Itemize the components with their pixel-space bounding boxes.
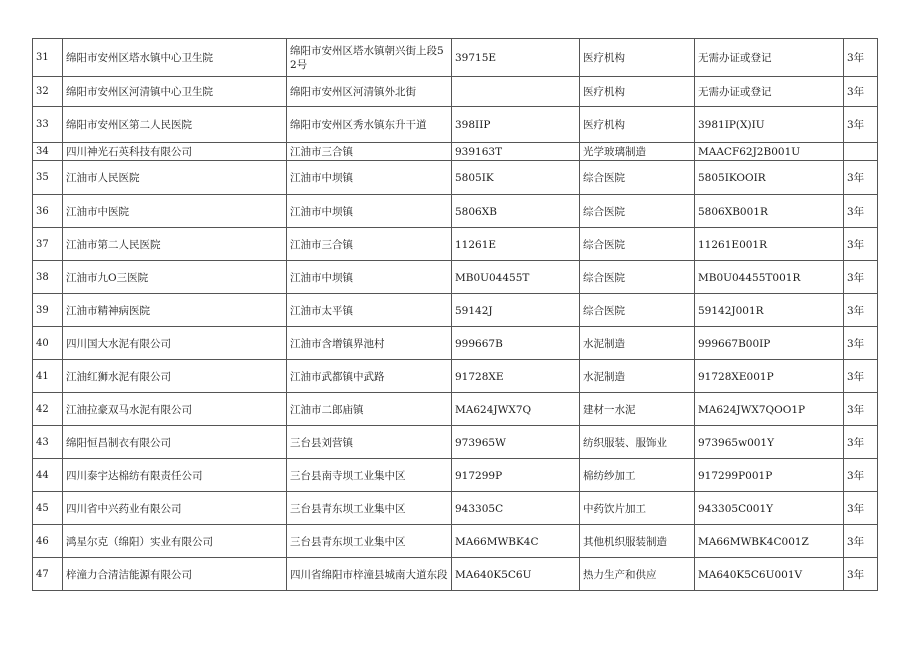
industry-type: 医疗机构 xyxy=(580,77,695,107)
row-number: 41 xyxy=(33,360,63,393)
org-code: MB0U04455T xyxy=(452,261,580,294)
company-address: 三台县南寺坝工业集中区 xyxy=(287,459,452,492)
industry-type: 热力生产和供应 xyxy=(580,558,695,591)
row-number: 46 xyxy=(33,525,63,558)
industry-type: 综合医院 xyxy=(580,294,695,327)
company-name: 江油市九O三医院 xyxy=(63,261,287,294)
row-number: 39 xyxy=(33,294,63,327)
industry-type: 综合医院 xyxy=(580,161,695,195)
permit-number: 973965w001Y xyxy=(695,426,844,459)
org-code: 5805IK xyxy=(452,161,580,195)
industry-type: 医疗机构 xyxy=(580,107,695,143)
validity-period: 3年 xyxy=(844,294,878,327)
org-code: 39715E xyxy=(452,39,580,77)
validity-period: 3年 xyxy=(844,195,878,228)
industry-type: 医疗机构 xyxy=(580,39,695,77)
validity-period: 3年 xyxy=(844,360,878,393)
permit-number: MA624JWX7QOO1P xyxy=(695,393,844,426)
permit-number: 5806XB001R xyxy=(695,195,844,228)
table-row xyxy=(33,39,878,77)
row-number: 40 xyxy=(33,327,63,360)
validity-period: 3年 xyxy=(844,393,878,426)
company-name: 四川省中兴药业有限公司 xyxy=(63,492,287,525)
org-code: 11261E xyxy=(452,228,580,261)
company-name: 绵阳恒昌制衣有限公司 xyxy=(63,426,287,459)
row-number: 33 xyxy=(33,107,63,143)
company-name: 四川国大水泥有限公司 xyxy=(63,327,287,360)
permit-number: MB0U04455T001R xyxy=(695,261,844,294)
row-number: 32 xyxy=(33,77,63,107)
validity-period: 3年 xyxy=(844,39,878,77)
company-address: 绵阳市安州区河清镇外北街 xyxy=(287,77,452,107)
permit-number: 91728XE001P xyxy=(695,360,844,393)
row-number: 31 xyxy=(33,39,63,77)
company-address: 江油市三合镇 xyxy=(287,228,452,261)
company-name: 江油市人民医院 xyxy=(63,161,287,195)
permit-number: MAACF62J2B001U xyxy=(695,143,844,161)
company-address: 江油市中坝镇 xyxy=(287,195,452,228)
table-row xyxy=(33,107,878,143)
org-code: 5806XB xyxy=(452,195,580,228)
company-address: 三台县刘营镇 xyxy=(287,426,452,459)
row-number: 34 xyxy=(33,143,63,161)
row-number: 42 xyxy=(33,393,63,426)
company-name: 绵阳市安州区河清镇中心卫生院 xyxy=(63,77,287,107)
company-address: 江油市二郎庙镇 xyxy=(287,393,452,426)
row-number: 36 xyxy=(33,195,63,228)
permit-number: 59142J001R xyxy=(695,294,844,327)
table-row xyxy=(33,77,878,107)
row-number: 44 xyxy=(33,459,63,492)
permit-number: 999667B00IP xyxy=(695,327,844,360)
company-address: 四川省绵阳市梓潼县城南大道东段 xyxy=(287,558,452,591)
org-code: 999667B xyxy=(452,327,580,360)
permit-number: 943305C001Y xyxy=(695,492,844,525)
company-name: 四川神光石英科技有限公司 xyxy=(63,143,287,161)
table-row xyxy=(33,492,878,525)
row-number: 43 xyxy=(33,426,63,459)
industry-type: 棉纺纱加工 xyxy=(580,459,695,492)
row-number: 37 xyxy=(33,228,63,261)
validity-period: 3年 xyxy=(844,161,878,195)
company-name: 江油市第二人民医院 xyxy=(63,228,287,261)
permit-number: 917299P001P xyxy=(695,459,844,492)
company-address: 江油市含增镇界池村 xyxy=(287,327,452,360)
row-number: 38 xyxy=(33,261,63,294)
org-code: 59142J xyxy=(452,294,580,327)
table-row xyxy=(33,393,878,426)
company-address: 江油市太平镇 xyxy=(287,294,452,327)
industry-type: 综合医院 xyxy=(580,195,695,228)
table-row xyxy=(33,327,878,360)
company-name: 梓潼力合清洁能源有限公司 xyxy=(63,558,287,591)
company-name: 江油市精神病医院 xyxy=(63,294,287,327)
company-address: 绵阳市安州区秀水镇东升干道 xyxy=(287,107,452,143)
validity-period: 3年 xyxy=(844,525,878,558)
industry-type: 中药饮片加工 xyxy=(580,492,695,525)
permit-number: MA66MWBK4C001Z xyxy=(695,525,844,558)
table-row xyxy=(33,525,878,558)
table-row xyxy=(33,294,878,327)
permit-number: 3981IP(X)IU xyxy=(695,107,844,143)
table-row xyxy=(33,360,878,393)
table-row xyxy=(33,261,878,294)
row-number: 35 xyxy=(33,161,63,195)
company-address: 三台县青东坝工业集中区 xyxy=(287,525,452,558)
industry-type: 建材一水泥 xyxy=(580,393,695,426)
org-code: MA640K5C6U xyxy=(452,558,580,591)
permit-number: 11261E001R xyxy=(695,228,844,261)
validity-period xyxy=(844,143,878,161)
validity-period: 3年 xyxy=(844,327,878,360)
table-row xyxy=(33,143,878,161)
table-row xyxy=(33,228,878,261)
industry-type: 纺织服装、服饰业 xyxy=(580,426,695,459)
org-code: 917299P xyxy=(452,459,580,492)
org-code: 939163T xyxy=(452,143,580,161)
company-address: 三台县青东坝工业集中区 xyxy=(287,492,452,525)
row-number: 47 xyxy=(33,558,63,591)
industry-type: 综合医院 xyxy=(580,228,695,261)
validity-period: 3年 xyxy=(844,261,878,294)
company-address: 江油市中坝镇 xyxy=(287,261,452,294)
table-row xyxy=(33,195,878,228)
enterprise-registry-table xyxy=(32,38,878,591)
company-name: 绵阳市安州区第二人民医院 xyxy=(63,107,287,143)
validity-period: 3年 xyxy=(844,107,878,143)
industry-type: 光学玻璃制造 xyxy=(580,143,695,161)
table-row xyxy=(33,161,878,195)
company-address: 绵阳市安州区塔水镇朝兴街上段52号 xyxy=(287,39,452,77)
org-code: 398IIP xyxy=(452,107,580,143)
company-address: 江油市武都镇中武路 xyxy=(287,360,452,393)
permit-number: 无需办证或登记 xyxy=(695,39,844,77)
company-name: 江油红狮水泥有限公司 xyxy=(63,360,287,393)
permit-number: 5805IKOOIR xyxy=(695,161,844,195)
permit-number: 无需办证或登记 xyxy=(695,77,844,107)
company-address: 江油市三合镇 xyxy=(287,143,452,161)
validity-period: 3年 xyxy=(844,459,878,492)
industry-type: 综合医院 xyxy=(580,261,695,294)
table-row xyxy=(33,459,878,492)
org-code: 973965W xyxy=(452,426,580,459)
industry-type: 其他机织服装制造 xyxy=(580,525,695,558)
org-code: 91728XE xyxy=(452,360,580,393)
table-row xyxy=(33,426,878,459)
company-name: 绵阳市安州区塔水镇中心卫生院 xyxy=(63,39,287,77)
table-row xyxy=(33,558,878,591)
permit-number: MA640K5C6U001V xyxy=(695,558,844,591)
validity-period: 3年 xyxy=(844,492,878,525)
validity-period: 3年 xyxy=(844,426,878,459)
company-name: 四川泰宇达棉纺有限责任公司 xyxy=(63,459,287,492)
org-code: MA624JWX7Q xyxy=(452,393,580,426)
org-code xyxy=(452,77,580,107)
validity-period: 3年 xyxy=(844,228,878,261)
industry-type: 水泥制造 xyxy=(580,360,695,393)
company-name: 江油市中医院 xyxy=(63,195,287,228)
company-name: 江油拉豪双马水泥有限公司 xyxy=(63,393,287,426)
company-address: 江油市中坝镇 xyxy=(287,161,452,195)
validity-period: 3年 xyxy=(844,558,878,591)
company-name: 鸿星尔克（绵阳）实业有限公司 xyxy=(63,525,287,558)
org-code: 943305C xyxy=(452,492,580,525)
row-number: 45 xyxy=(33,492,63,525)
industry-type: 水泥制造 xyxy=(580,327,695,360)
org-code: MA66MWBK4C xyxy=(452,525,580,558)
validity-period: 3年 xyxy=(844,77,878,107)
